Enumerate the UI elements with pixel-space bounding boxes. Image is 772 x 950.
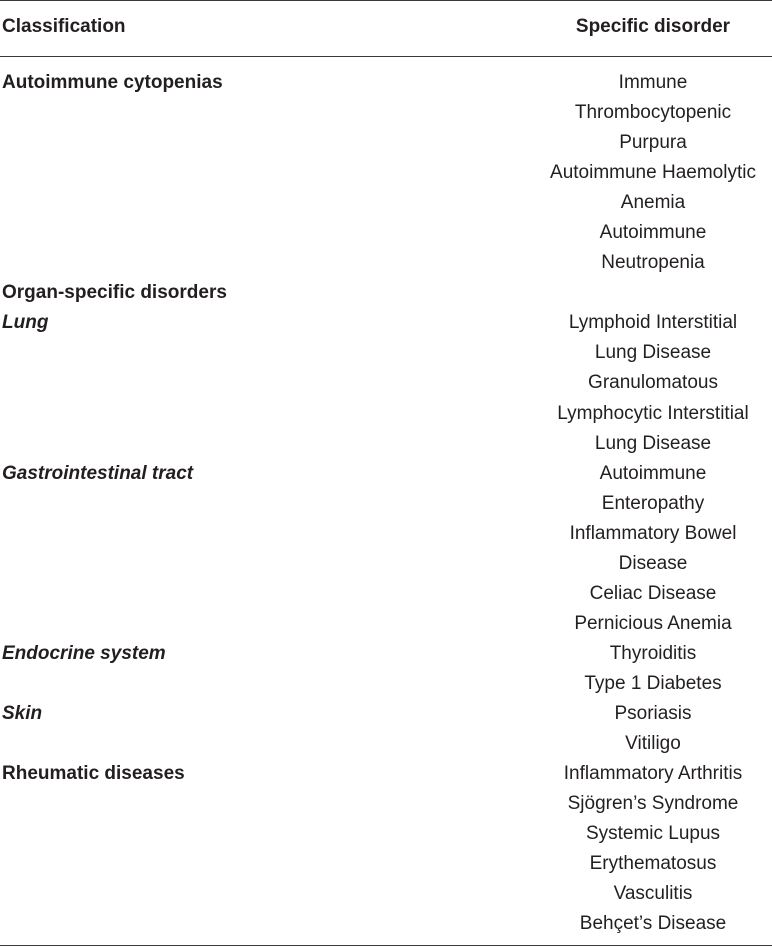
specific-disorder-cell: Vitiligo xyxy=(625,733,681,755)
specific-disorder-cell: Inflammatory Bowel xyxy=(569,522,737,544)
table-row xyxy=(0,459,772,489)
header-specific-disorder: Specific disorder xyxy=(575,16,731,37)
table-row xyxy=(0,849,772,879)
table-row xyxy=(0,248,772,278)
specific-disorder-cell: Thrombocytopenic xyxy=(574,102,732,124)
table-row xyxy=(0,699,772,729)
table-header-rule xyxy=(0,56,772,57)
specific-disorder-cell: Celiac Disease xyxy=(589,582,717,604)
table-row xyxy=(0,609,772,639)
specific-disorder-cell: Erythematosus xyxy=(589,853,717,875)
table-row xyxy=(0,98,772,128)
classification-cell: Autoimmune cytopenias xyxy=(2,72,223,93)
specific-disorder-cell: Type 1 Diabetes xyxy=(584,672,722,694)
specific-disorder-cell: Inflammatory Arthritis xyxy=(563,763,743,785)
table-row xyxy=(0,819,772,849)
table-row xyxy=(0,669,772,699)
table-row xyxy=(0,519,772,549)
table-header-row xyxy=(0,0,772,56)
table-row xyxy=(0,759,772,789)
classification-cell: Endocrine system xyxy=(2,642,166,664)
table-row xyxy=(0,639,772,669)
specific-disorder-cell: Autoimmune xyxy=(599,462,707,484)
table-bottom-rule xyxy=(0,945,772,946)
table-row xyxy=(0,308,772,338)
header-classification: Classification xyxy=(2,16,126,37)
table-row xyxy=(0,278,772,308)
table-row xyxy=(0,128,772,158)
table-row xyxy=(0,429,772,459)
table-row xyxy=(0,338,772,368)
specific-disorder-cell: Anemia xyxy=(620,192,686,214)
table-row xyxy=(0,789,772,819)
specific-disorder-cell: Granulomatous xyxy=(588,372,718,394)
table-row xyxy=(0,909,772,939)
specific-disorder-cell: Sjögren’s Syndrome xyxy=(567,793,739,815)
table-body xyxy=(0,68,772,939)
specific-disorder-cell: Disease xyxy=(618,552,688,574)
classification-cell: Skin xyxy=(2,702,43,724)
specific-disorder-cell: Immune xyxy=(618,72,688,93)
classification-cell: Lung xyxy=(2,312,49,334)
specific-disorder-cell: Purpura xyxy=(619,132,687,154)
table-row xyxy=(0,579,772,609)
specific-disorder-cell: Lung Disease xyxy=(594,432,712,454)
specific-disorder-cell: Lymphocytic Interstitial xyxy=(557,402,749,424)
table-row xyxy=(0,188,772,218)
table-row xyxy=(0,489,772,519)
specific-disorder-cell: Neutropenia xyxy=(601,252,705,274)
specific-disorder-cell: Autoimmune Haemolytic xyxy=(550,162,756,184)
specific-disorder-cell: Enteropathy xyxy=(601,492,705,514)
specific-disorder-cell: Lymphoid Interstitial xyxy=(568,312,738,334)
specific-disorder-cell: Lung Disease xyxy=(594,342,712,364)
classification-cell: Rheumatic diseases xyxy=(2,763,185,785)
classification-cell: Organ-specific disorders xyxy=(2,282,227,304)
specific-disorder-cell: Thyroiditis xyxy=(609,642,697,664)
table-row xyxy=(0,399,772,429)
table-row xyxy=(0,158,772,188)
specific-disorder-cell: Autoimmune xyxy=(599,222,707,244)
specific-disorder-cell: Behçet’s Disease xyxy=(579,913,727,935)
table-row xyxy=(0,729,772,759)
table-row xyxy=(0,879,772,909)
specific-disorder-cell: Systemic Lupus xyxy=(585,823,721,845)
table-row xyxy=(0,68,772,98)
classification-cell: Gastrointestinal tract xyxy=(2,462,194,484)
table-row xyxy=(0,549,772,579)
table-row xyxy=(0,368,772,398)
specific-disorder-cell: Psoriasis xyxy=(614,702,692,724)
specific-disorder-cell: Pernicious Anemia xyxy=(574,612,732,634)
table-row xyxy=(0,218,772,248)
specific-disorder-cell: Vasculitis xyxy=(613,883,693,905)
